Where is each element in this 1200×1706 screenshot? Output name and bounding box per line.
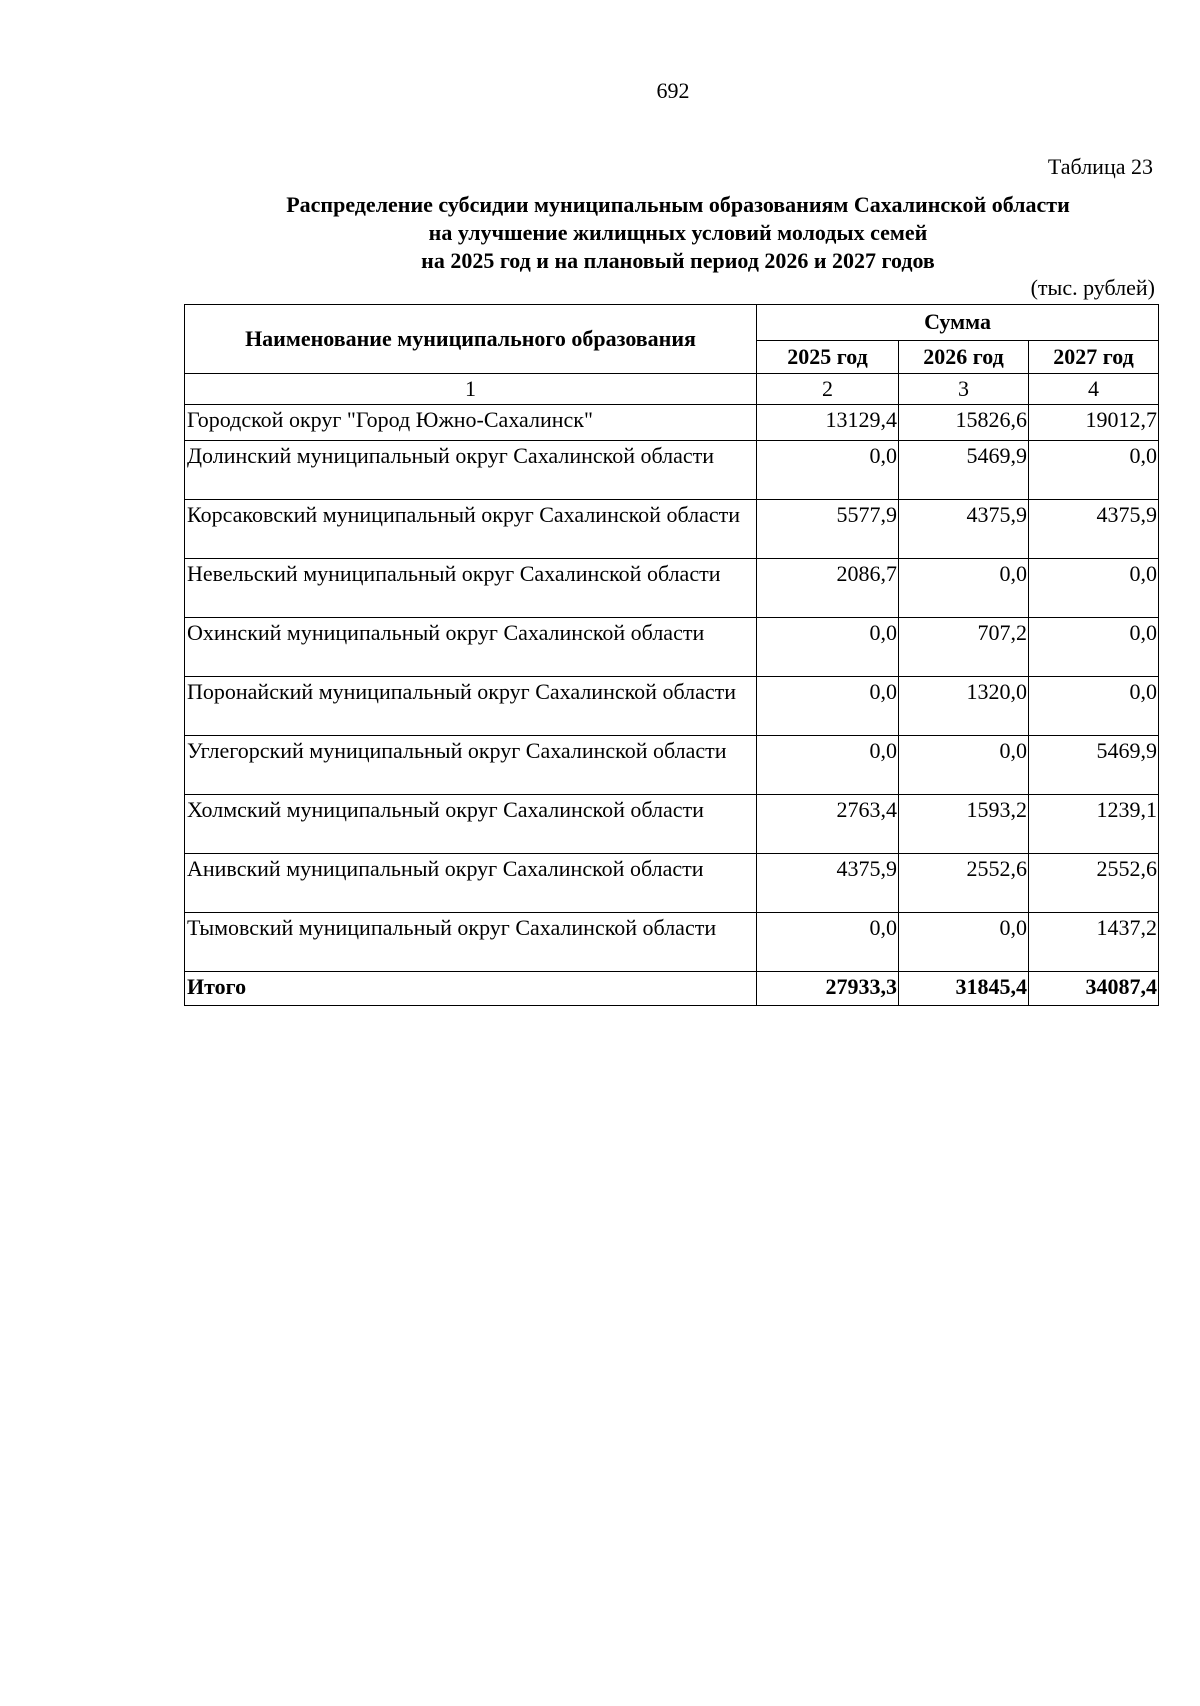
value-2027: 0,0 (1029, 677, 1159, 736)
row-name: Анивский муниципальный округ Сахалинской области (185, 854, 757, 913)
value-2026: 1320,0 (899, 677, 1029, 736)
table-row (185, 405, 1159, 441)
value-2025: 0,0 (757, 618, 899, 677)
title-line: Распределение субсидии муниципальным образованиям Сахалинской области (286, 192, 1070, 217)
total-label: Итого (185, 972, 757, 1006)
value-2027: 0,0 (1029, 618, 1159, 677)
row-name: Корсаковский муниципальный округ Сахалинской области (185, 500, 757, 559)
value-2027: 1437,2 (1029, 913, 1159, 972)
row-name: Охинский муниципальный округ Сахалинской области (185, 618, 757, 677)
table-row (185, 618, 1159, 677)
table-label: Таблица 23 (1047, 154, 1153, 179)
table-row (185, 795, 1159, 854)
table-row (185, 736, 1159, 795)
value-2025: 0,0 (757, 913, 899, 972)
value-2026: 0,0 (899, 559, 1029, 618)
column-number: 1 (185, 374, 757, 405)
total-2026: 31845,4 (899, 972, 1029, 1006)
value-2026: 4375,9 (899, 500, 1029, 559)
header-name: Наименование муниципального образования (185, 305, 757, 374)
row-name: Долинский муниципальный округ Сахалинской области (185, 441, 757, 500)
column-number: 4 (1029, 374, 1159, 405)
row-name: Холмский муниципальный округ Сахалинской области (185, 795, 757, 854)
value-2026: 5469,9 (899, 441, 1029, 500)
value-2027: 5469,9 (1029, 736, 1159, 795)
total-2025: 27933,3 (757, 972, 899, 1006)
page-number: 692 (656, 78, 690, 103)
title-line: на улучшение жилищных условий молодых семей (428, 220, 928, 245)
header-year-2027: 2027 год (1029, 340, 1159, 374)
header-sum: Сумма (757, 305, 1159, 341)
row-name: Углегорский муниципальный округ Сахалинской области (185, 736, 757, 795)
value-2026: 1593,2 (899, 795, 1029, 854)
value-2025: 0,0 (757, 441, 899, 500)
value-2027: 4375,9 (1029, 500, 1159, 559)
table-row (185, 441, 1159, 500)
table-row (185, 913, 1159, 972)
row-name: Тымовский муниципальный округ Сахалинской области (185, 913, 757, 972)
table-row (185, 559, 1159, 618)
table-row (185, 677, 1159, 736)
value-2026: 0,0 (899, 736, 1029, 795)
value-2026: 2552,6 (899, 854, 1029, 913)
row-name: Невельский муниципальный округ Сахалинской области (185, 559, 757, 618)
value-2026: 15826,6 (899, 405, 1029, 441)
value-2027: 0,0 (1029, 441, 1159, 500)
table-row (185, 500, 1159, 559)
units-label: (тыс. рублей) (1030, 275, 1155, 300)
value-2025: 4375,9 (757, 854, 899, 913)
value-2027: 1239,1 (1029, 795, 1159, 854)
header-year-2026: 2026 год (899, 340, 1029, 374)
total-2027: 34087,4 (1029, 972, 1159, 1006)
row-name: Поронайский муниципальный округ Сахалинской области (185, 677, 757, 736)
value-2025: 0,0 (757, 677, 899, 736)
value-2025: 2763,4 (757, 795, 899, 854)
value-2027: 0,0 (1029, 559, 1159, 618)
value-2025: 13129,4 (757, 405, 899, 441)
column-number: 3 (899, 374, 1029, 405)
value-2026: 707,2 (899, 618, 1029, 677)
document-title (150, 191, 1200, 275)
table-row (185, 854, 1159, 913)
header-year-2025: 2025 год (757, 340, 899, 374)
value-2026: 0,0 (899, 913, 1029, 972)
column-number: 2 (757, 374, 899, 405)
value-2025: 5577,9 (757, 500, 899, 559)
value-2025: 2086,7 (757, 559, 899, 618)
value-2027: 19012,7 (1029, 405, 1159, 441)
subsidy-table (184, 304, 1159, 1006)
value-2025: 0,0 (757, 736, 899, 795)
total-row (185, 972, 1159, 1006)
row-name: Городской округ "Город Южно-Сахалинск" (185, 405, 757, 441)
title-line: на 2025 год и на плановый период 2026 и 2027 годов (421, 248, 935, 273)
value-2027: 2552,6 (1029, 854, 1159, 913)
